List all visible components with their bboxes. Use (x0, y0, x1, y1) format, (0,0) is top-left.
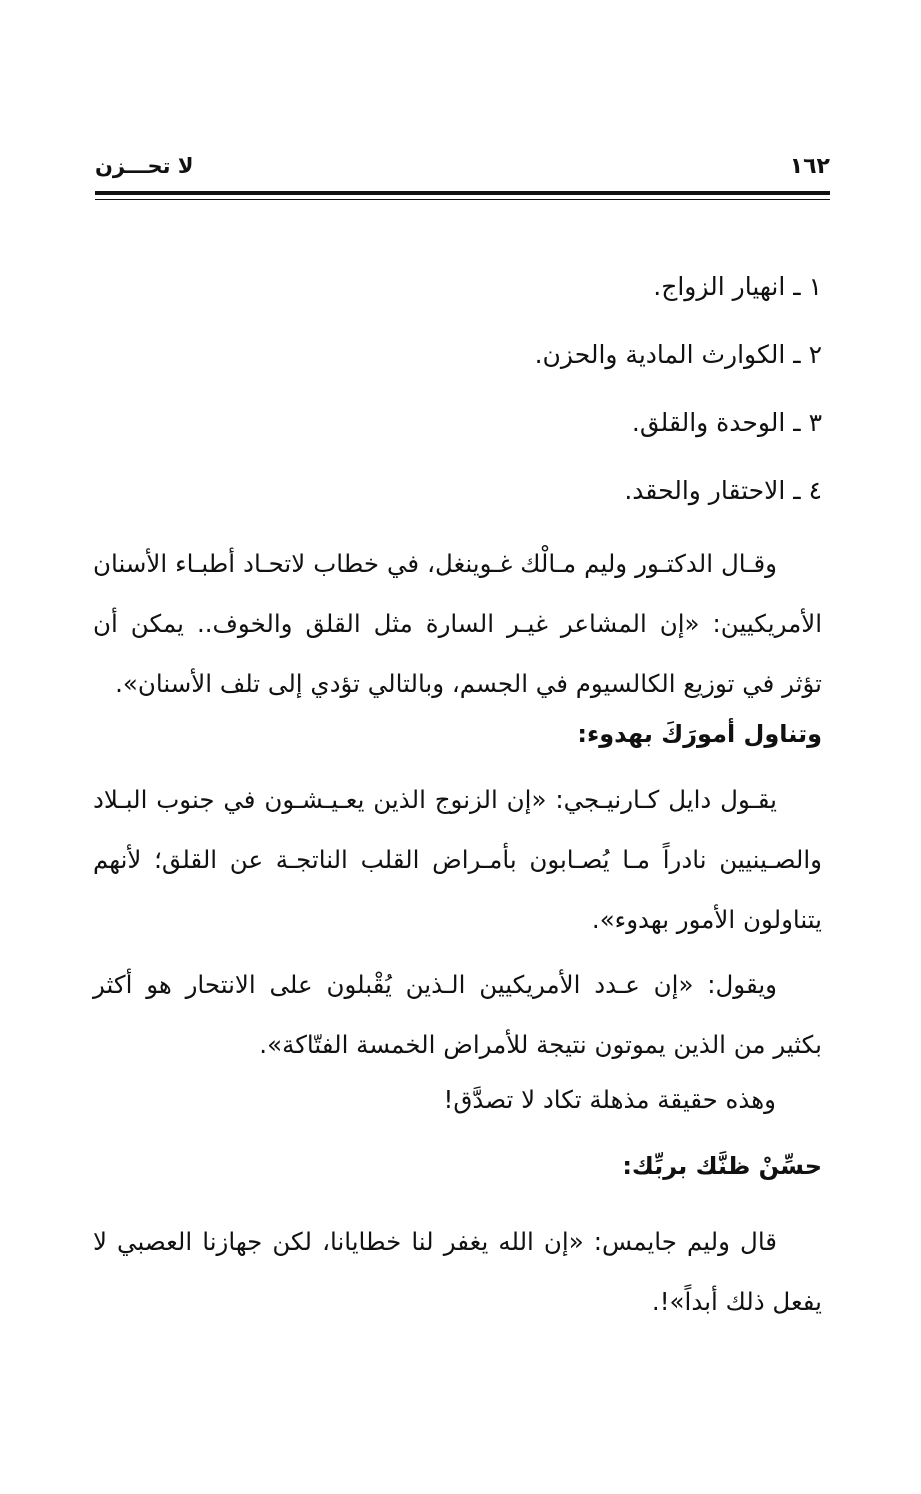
running-header (95, 150, 830, 190)
list-item: ٣ ـ الوحدة والقلق. (631, 408, 822, 437)
list-item: ١ ـ انهيار الزواج. (653, 272, 822, 301)
page-number: ١٦٢ (789, 154, 830, 179)
paragraph-fact: وهذه حقيقة مذهلة تكاد لا تصدَّق! (443, 1085, 776, 1114)
paragraph-carnegie: يقـول دايل كـارنيـجي: «إن الزنوج الذين يعـيـشـون في جنوب البـلاد والصـينيين نادراً مـا يُصـابون بأمـراض القلب الناتجـة عن القلق؛ لأنهم يتناولون الأمور بهدوء». (93, 785, 822, 934)
list-item: ٢ ـ الكوارث المادية والحزن. (534, 340, 822, 369)
book-title: لا تحـــزن (95, 154, 194, 178)
header-rule-thick (95, 191, 830, 195)
subheading-calm: وتناول أمورَكَ بهدوء: (577, 720, 822, 748)
subheading-lord: حسِّنْ ظنَّك بربِّك: (622, 1152, 822, 1180)
paragraph-dentists: وقـال الدكتـور وليم مـالْك غـوينغل، في خطاب لاتحـاد أطبـاء الأسنان الأمريكيين: «إن المشاعر غيـر السارة مثل القلق والخوف.. يمكن أن تؤثر في توزيع الكالسيوم في الجسم، وبالتالي تؤدي إلى تلف الأسنان». (93, 549, 822, 698)
list-item: ٤ ـ الاحتقار والحقد. (624, 476, 822, 505)
paragraph-james: قال وليم جايمس: «إن الله يغفر لنا خطايانا، لكن جهازنا العصبي لا يفعل ذلك أبداً»!. (93, 1227, 822, 1316)
paragraph-suicide: ويقول: «إن عـدد الأمريكيين الـذين يُقْبلون على الانتحار هو أكثر بكثير من الذين يموتون نتيجة للأمراض الخمسة الفتّاكة». (93, 970, 822, 1059)
header-rule-thin (95, 199, 830, 200)
